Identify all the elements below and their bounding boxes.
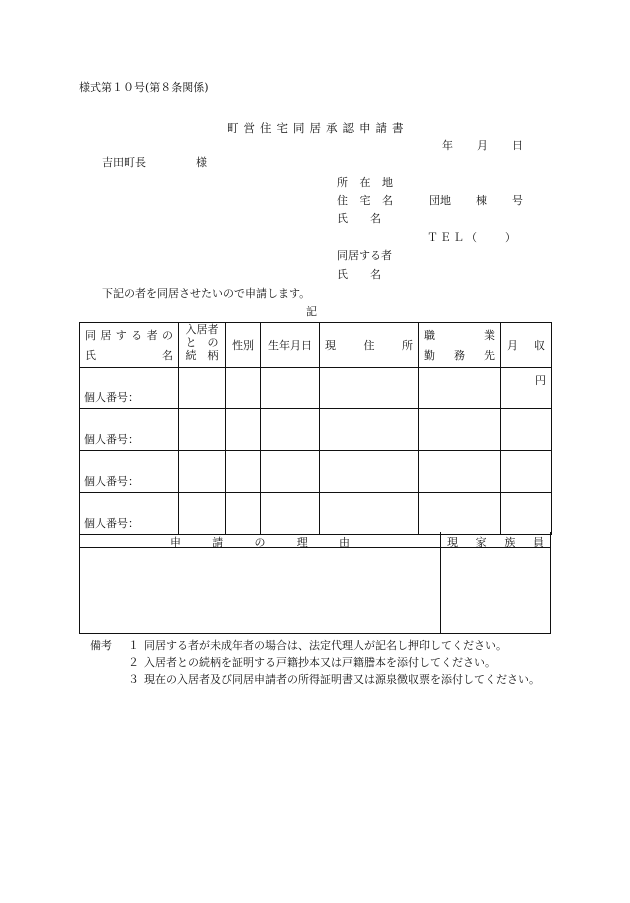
cell-relation[interactable] (179, 368, 226, 409)
cell-birth[interactable] (261, 368, 320, 409)
note-item: ２ 入居者との続柄を証明する戸籍抄本又は戸籍謄本を添付してください。 (128, 656, 496, 670)
cohabitant-label: 同居する者 (337, 249, 392, 262)
header-relation-line: 続 柄 (185, 348, 219, 362)
table-row (80, 368, 552, 409)
cell-sex[interactable] (226, 493, 261, 535)
cell-work[interactable] (419, 409, 501, 451)
cell-birth[interactable] (261, 451, 320, 493)
cell-income[interactable] (501, 493, 552, 535)
header-name-char: 者 (146, 329, 158, 342)
header-work: 職 業 勤 務 先 (419, 323, 501, 368)
table-row (80, 451, 552, 493)
cell-income[interactable] (501, 368, 552, 409)
header-income: 月 収 (501, 323, 552, 368)
header-name-char: の (161, 329, 173, 342)
cell-relation[interactable] (179, 493, 226, 535)
address-label: 所 在 地 (337, 176, 397, 189)
reason-field[interactable] (80, 548, 441, 633)
header-relation-line: 入居者 (185, 323, 219, 336)
name-label: 氏 名 (337, 212, 381, 225)
cell-work[interactable] (419, 493, 501, 535)
id-label: 個人番号： (84, 391, 139, 404)
cohabitant-table (79, 322, 552, 535)
cell-address[interactable] (320, 368, 419, 409)
cell-work[interactable] (419, 368, 501, 409)
ki-label: 記 (306, 305, 317, 318)
note-item: 備考 １ 同居する者が未成年者の場合は、法定代理人が記名し押印してください。 (90, 637, 554, 654)
header-name-char: 氏 (85, 349, 96, 362)
header-address: 現 住 所 (320, 323, 419, 368)
addressee-name: 吉田町長 (102, 156, 146, 169)
notes-label: 備考 (90, 639, 112, 652)
id-label: 個人番号： (84, 517, 139, 530)
cell-sex[interactable] (226, 368, 261, 409)
form-number: 様式第１０号(第８条関係) (79, 81, 209, 94)
tel-label: ＴＥＬ（ ） (427, 231, 518, 244)
header-birth: 生年月日 (261, 323, 320, 368)
cell-birth[interactable] (261, 493, 320, 535)
cell-work[interactable] (419, 451, 501, 493)
family-field[interactable] (441, 548, 550, 633)
date-year: 年 (442, 139, 453, 152)
housing-danchi: 団地 (429, 194, 451, 207)
header-sex: 性別 (226, 323, 261, 368)
cell-address[interactable] (320, 451, 419, 493)
id-label: 個人番号： (84, 433, 139, 446)
housing-tou: 棟 (476, 194, 487, 207)
cell-sex[interactable] (226, 451, 261, 493)
header-name-char: す (115, 329, 127, 342)
cell-name[interactable] (80, 368, 179, 409)
cell-address[interactable] (320, 493, 419, 535)
date-month: 月 (477, 139, 488, 152)
yen-unit: 円 (535, 374, 546, 387)
cohabitant-name-label: 氏 名 (337, 268, 381, 281)
cell-sex[interactable] (226, 409, 261, 451)
header-name-char: 居 (100, 329, 112, 342)
notes (90, 637, 554, 688)
housing-gou: 号 (512, 194, 523, 207)
header-relation-line: と の (185, 335, 219, 349)
reason-header: 申 請 の 理 由 (80, 532, 441, 548)
cell-birth[interactable] (261, 409, 320, 451)
table-row (80, 493, 552, 535)
page-title: 町営住宅同居承認申請書 (227, 121, 409, 135)
reason-section (79, 532, 551, 634)
id-label: 個人番号： (84, 475, 139, 488)
cell-income[interactable] (501, 409, 552, 451)
header-name (80, 323, 179, 368)
table-row (80, 409, 552, 451)
header-name-char: る (131, 329, 143, 342)
intro-text: 下記の者を同居させたいので申請します。 (102, 287, 311, 300)
header-relation (179, 323, 226, 368)
note-item: ３ 現在の入居者及び同居申請者の所得証明書又は源泉徴収票を添付してください。 (128, 673, 540, 687)
housing-label: 住 宅 名 (337, 194, 397, 207)
addressee-honorific: 様 (196, 156, 207, 169)
cell-relation[interactable] (179, 451, 226, 493)
cell-name[interactable] (80, 409, 179, 451)
cell-name[interactable] (80, 493, 179, 535)
header-name-char: 同 (85, 329, 96, 342)
cell-address[interactable] (320, 409, 419, 451)
header-name-char: 名 (162, 349, 173, 362)
cell-relation[interactable] (179, 409, 226, 451)
family-header: 現 家 族 員 (441, 532, 550, 548)
date-day: 日 (512, 139, 523, 152)
cell-income[interactable] (501, 451, 552, 493)
table-header-row (80, 323, 552, 368)
cell-name[interactable] (80, 451, 179, 493)
